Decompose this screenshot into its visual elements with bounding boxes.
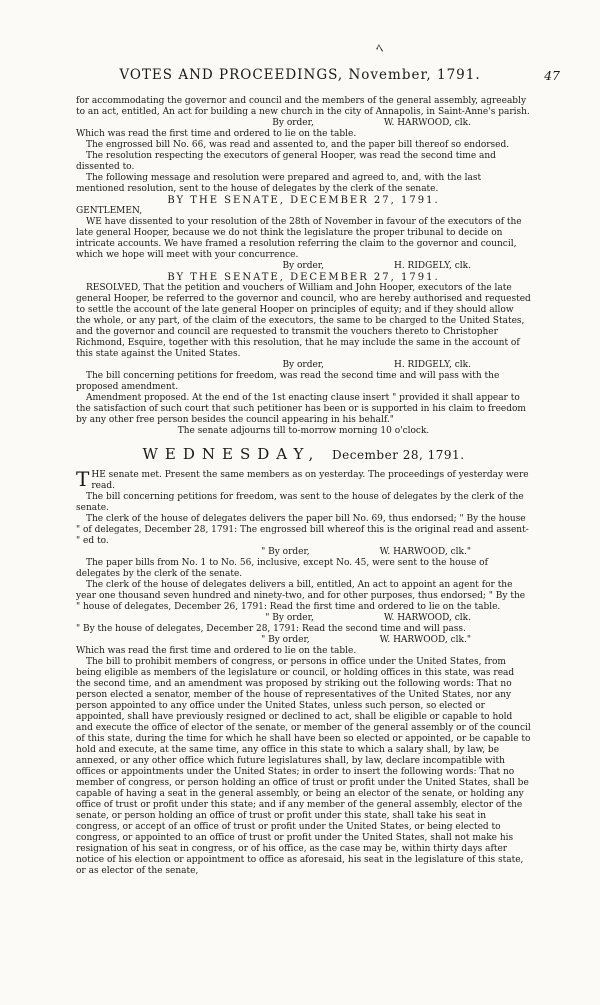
paragraph: Amendment proposed. At the end of the 1st enacting clause insert " provided it shall appear to the satisfaction of such court that such petitioner has been or is supported in his claim to freedom by any other free person besides the council appearing in his behalf." <box>76 393 526 425</box>
salutation: GENTLEMEN, <box>76 206 143 216</box>
signature-by: " By order, <box>261 547 310 557</box>
signature-by: " By order, <box>261 635 310 645</box>
paragraph-text: HE senate met. Present the same members as on yesterday. The proceedings of yesterday were read. <box>91 470 529 491</box>
signature-name: H. RIDGELY, clk. <box>393 261 471 271</box>
paragraph: The clerk of the house of delegates delivers the paper bill No. 69, thus endorsed; " By the house " of delegates, December 28, 1791: The engrossed bill whereof this is the original read and assent- " ed to. <box>76 514 529 546</box>
paragraph: The paper bills from No. 1 to No. 56, inclusive, except No. 45, were sent to the house of delegates by the clerk of the senate. <box>76 558 488 579</box>
signature-name: W. HARWOOD, clk. <box>383 118 471 128</box>
signature-by: By order, <box>282 360 324 370</box>
paragraph: RESOLVED, That the petition and vouchers of William and John Hooper, executors of the late general Hooper, be referred to the governor and council, who are hereby authorised and requested to settle the account of the late general Hooper on principles of equity; and if they should allow the whole, or any part, of the claim of the executors, the same to be charged to the United States, and the governor and council are requested to transmit the vouchers thereto to Christopher Richmond, Esquire, together with this resolution, that he may include the same in the account of this state against the United States. <box>76 283 531 359</box>
paragraph: " By the house of delegates, December 28, 1791: Read the second time and will pass. <box>76 624 466 634</box>
paragraph: The resolution respecting the executors of general Hooper, was read the second time and dissented to. <box>76 151 496 172</box>
drop-cap: T <box>76 467 90 491</box>
paragraph: The bill concerning petitions for freedom, was sent to the house of delegates by the clerk of the senate. <box>76 492 524 513</box>
page-number: 47 <box>544 68 560 83</box>
paragraph: The engrossed bill No. 66, was read and assented to, and the paper bill thereof so endorsed. <box>86 140 510 150</box>
signature-by: By order, <box>282 261 324 271</box>
paragraph <box>76 467 531 492</box>
page-header <box>0 67 600 86</box>
day-date: December 28, 1791. <box>332 448 465 462</box>
paragraph: The clerk of the house of delegates delivers a bill, entitled, An act to appoint an agent for the year one thousand seven hundred and ninety-two, and for other purposes, thus endorsed; " By the " house of delegates, December 26, 1791: Read the first time and ordered to lie on the table. <box>76 580 526 612</box>
paragraph: The bill concerning petitions for freedom, was read the second time and will pass with the proposed amendment. <box>76 371 500 392</box>
signature-by: By order, <box>272 118 314 128</box>
paragraph: for accommodating the governor and council and the members of the general assembly, agreeably to an act, entitled, An act for building a new church in the city of Annapolis, in Saint-Anne's parish. <box>76 96 530 117</box>
senate-heading: BY THE SENATE, DECEMBER 27, 1791. <box>167 272 440 283</box>
signature-line <box>76 613 531 624</box>
signature-name: W. HARWOOD, clk." <box>379 547 471 557</box>
senate-heading: BY THE SENATE, DECEMBER 27, 1791. <box>167 195 440 206</box>
day-name: WEDNESDAY, <box>142 445 321 463</box>
paragraph: Which was read the first time and ordered to lie on the table. <box>76 129 357 139</box>
day-heading <box>76 445 531 464</box>
signature-line <box>76 635 531 646</box>
paragraph: WE have dissented to your resolution of the 28th of November in favour of the executors of the late general Hooper, because we do not think the legislature the proper tribunal to decide on intricate accounts. We have framed a resolution referring the claim to the governor and council, which we hope will meet with your concurrence. <box>76 217 522 260</box>
signature-line <box>76 547 531 558</box>
adjournment-line: The senate adjourns till to-morrow morning 10 o'clock. <box>177 426 430 436</box>
signature-line <box>76 261 531 272</box>
paragraph: The bill to prohibit members of congress, or persons in office under the United States, from being eligible as members of the legislature or council, or holding offices in this state, was read the second time, and an amendment was proposed by striking out the following words: That no person elected a senator, member of the house of representatives of the United States, nor any person appointed to any office under the United States, unless such person, so elected or appointed, shall have previously resigned or declined to act, shall be eligible or capable to hold and execute the office of elector of the senate, or member of the general assembly or of the council of this state, during the time for which he shall have been so elected or appointed, or be capable to hold and execute, at the same time, any office in this state to which a salary shall, by law, be annexed, or any other office which future legislatures shall, by law, declare incompatible with offices or appointments under the United States; in order to insert the following words: That no member of congress, or person holding an office of trust or profit under the United States, shall be capable of having a seat in the general assembly, or being an elector of the senate, or holding any office of trust or profit under this state; and if any member of the general assembly, elector of the senate, or person holding an office of trust or profit under this state, shall take his seat in congress, or accept of an office of trust or profit under the United States, or being elected to congress, or appointed to an office of trust or profit under the United States, shall not make his resignation of his seat in congress, or of his office, as the case may be, within thirty days after notice of his election or appointment to office as aforesaid, his seat in the legislature of this state, or as elector of the senate, <box>76 657 531 876</box>
signature-name: H. RIDGELY, clk. <box>393 360 471 370</box>
top-mark: ﾍ <box>376 41 383 57</box>
signature-name: W. HARWOOD, clk. <box>383 613 471 623</box>
signature-by: " By order, <box>265 613 314 623</box>
running-title: VOTES AND PROCEEDINGS, November, 1791. <box>119 67 481 83</box>
paragraph: The following message and resolution were prepared and agreed to, and, with the last mentioned resolution, sent to the house of delegates by the clerk of the senate. <box>76 173 482 194</box>
signature-line <box>76 118 531 129</box>
signature-name: W. HARWOOD, clk." <box>379 635 471 645</box>
signature-line <box>76 360 531 371</box>
paragraph: Which was read the first time and ordered to lie on the table. <box>76 646 357 656</box>
page-body <box>76 96 531 877</box>
